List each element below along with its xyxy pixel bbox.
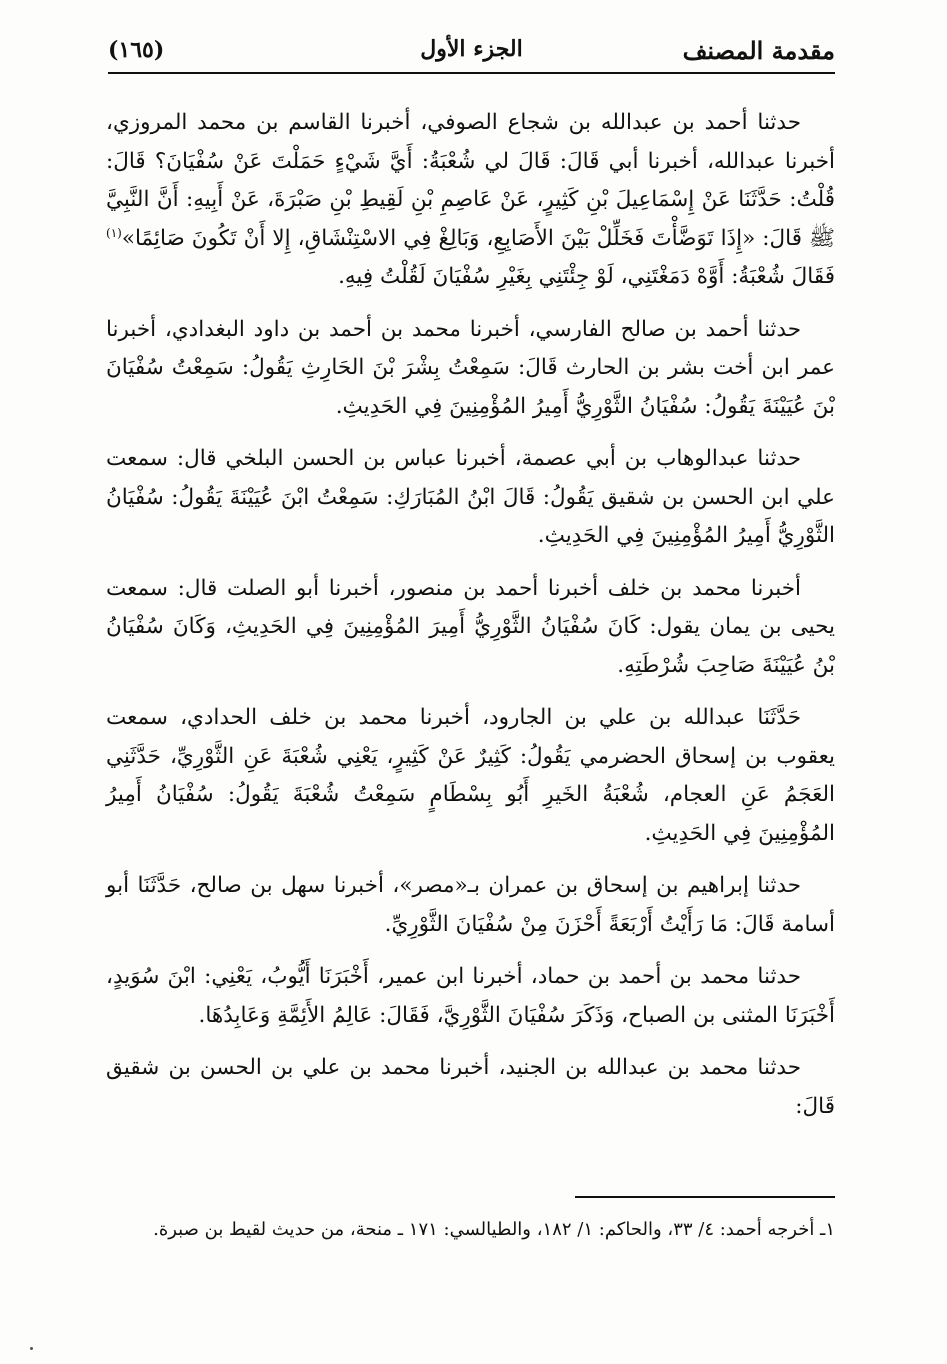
footnote-reference: (١) — [106, 225, 122, 240]
footnote-separator — [575, 1196, 835, 1198]
footnote: ١ـ أخرجه أحمد: ٤/ ٣٣، والحاكم: ١/ ١٨٢، والطيالسي: ١٧١ ـ منحة، من حديث لقيط بن صبرة. — [153, 1219, 835, 1240]
page-body — [106, 104, 835, 1140]
paragraph: أخبرنا محمد بن خلف أخبرنا أحمد بن منصور، أخبرنا أبو الصلت قال: سمعت يحيى بن يمان يقول: كَانَ سُفْيَانُ الثَّوْرِيُّ أَمِيرَ المُؤْمِنِينَ فِي الحَدِيثِ، وَكَانَ سُفْيَانُ بْنُ عُيَيْنَةَ صَاحِبَ شُرْطَتِهِ. — [106, 575, 835, 678]
paragraph: حَدَّثَنَا عبدالله بن علي بن الجارود، أخبرنا محمد بن خلف الحدادي، سمعت يعقوب بن إسحاق الحضرمي يَقُولُ: كَثِيرٌ عَنْ كَثِيرٍ، يَعْنِي شُعْبَةَ عَنِ الثَّوْرِيِّ، حَدَّثَنِي العَجَمُ عَنِ العجام، شُعْبَةُ الخَيرِ أَبُو بِسْطَامٍ سَمِعْتُ شُعْبَةَ يَقُولُ: سُفْيَانُ أَمِيرُ المُؤْمِنِينَ فِي الحَدِيثِ. — [106, 705, 835, 846]
page-number: (١٦٥) — [108, 37, 165, 63]
paragraph: حدثنا محمد بن أحمد بن حماد، أخبرنا ابن عمير، أَخْبَرَنَا أَيُّوبُ، يَعْنِي: ابْنَ سُوَيدٍ، أَخْبَرَنَا المثنى بن الصباح، وَذَكَرَ سُفْيَانَ الثَّوْرِيَّ، فَقَالَ: عَالِمُ الأَئِمَّةِ وَعَابِدُهَا. — [106, 964, 835, 1028]
paragraph-text-continued: فَقَالَ شُعْبَةُ: أَوَّهْ دَمَغْتَنِي، لَوْ جِئْتَنِي بِغَيْرِ سُفْيَانَ لَقُلْتُ فِيهِ. — [338, 264, 835, 289]
page-header — [108, 28, 835, 74]
paragraph: حدثنا إبراهيم بن إسحاق بن عمران بـ«مصر»، أخبرنا سهل بن صالح، حَدَّثَنَا أبو أسامة قَالَ: مَا رَأَيْتُ أَرْبَعَةً أَحْزَنَ مِنْ سُفْيَانَ الثَّوْرِيِّ. — [106, 873, 835, 937]
paragraph: حدثنا محمد بن عبدالله بن الجنيد، أخبرنا محمد بن علي بن الحسن بن شقيق قَالَ: — [106, 1055, 835, 1119]
paragraph: حدثنا أحمد بن صالح الفارسي، أخبرنا محمد بن أحمد بن داود البغدادي، أخبرنا عمر ابن أخت بشر بن الحارث قَالَ: سَمِعْتُ بِشْرَ بْنَ الحَارِثِ يَقُولُ: سَمِعْتُ سُفْيَانَ بْنَ عُيَيْنَةَ يَقُولُ: سُفْيَانُ الثَّوْرِيُّ أَمِيرُ المُؤْمِنِينَ فِي الحَدِيثِ. — [106, 316, 835, 419]
paragraph: حدثنا عبدالوهاب بن أبي عصمة، أخبرنا عباس بن الحسن البلخي قال: سمعت علي ابن الحسن بن شقيق يَقُولُ: قَالَ ابْنُ المُبَارَكِ: سَمِعْتُ ابْنَ عُيَيْنَةَ يَقُولُ: سُفْيَانُ الثَّوْرِيُّ أَمِيرُ المُؤْمِنِينَ فِي الحَدِيثِ. — [106, 446, 835, 548]
paragraph-text: حدثنا أحمد بن عبدالله بن شجاع الصوفي، أخبرنا القاسم بن محمد المروزي، أخبرنا عبدالله، أخبرنا أبي قَالَ: قَالَ لي شُعْبَةُ: أَيَّ شَيْءٍ حَمَلْتَ عَنْ سُفْيَانَ؟ قَالَ: قُلْتُ: حَدَّثَنَا عَنْ إِسْمَاعِيلَ بْنِ كَثِيرٍ، عَنْ عَاصِمِ بْنِ لَقِيطِ بْنِ صَبْرَةَ، عَنْ أَبِيهِ: أَنَّ النَّبِيَّ ﷺ قَالَ: «إِذَا تَوَضَّأْتَ فَخَلِّلْ بَيْنَ الأَصَابِعِ، وَبَالِغْ فِي الاسْتِنْشَاقِ، إِلا أَنْ تَكُونَ صَائِمًا» — [106, 110, 835, 251]
scan-speck — [30, 1347, 33, 1350]
paragraph — [106, 104, 835, 297]
running-section-title: مقدمة المصنف — [682, 35, 835, 65]
running-volume-title: الجزء الأول — [420, 36, 523, 62]
